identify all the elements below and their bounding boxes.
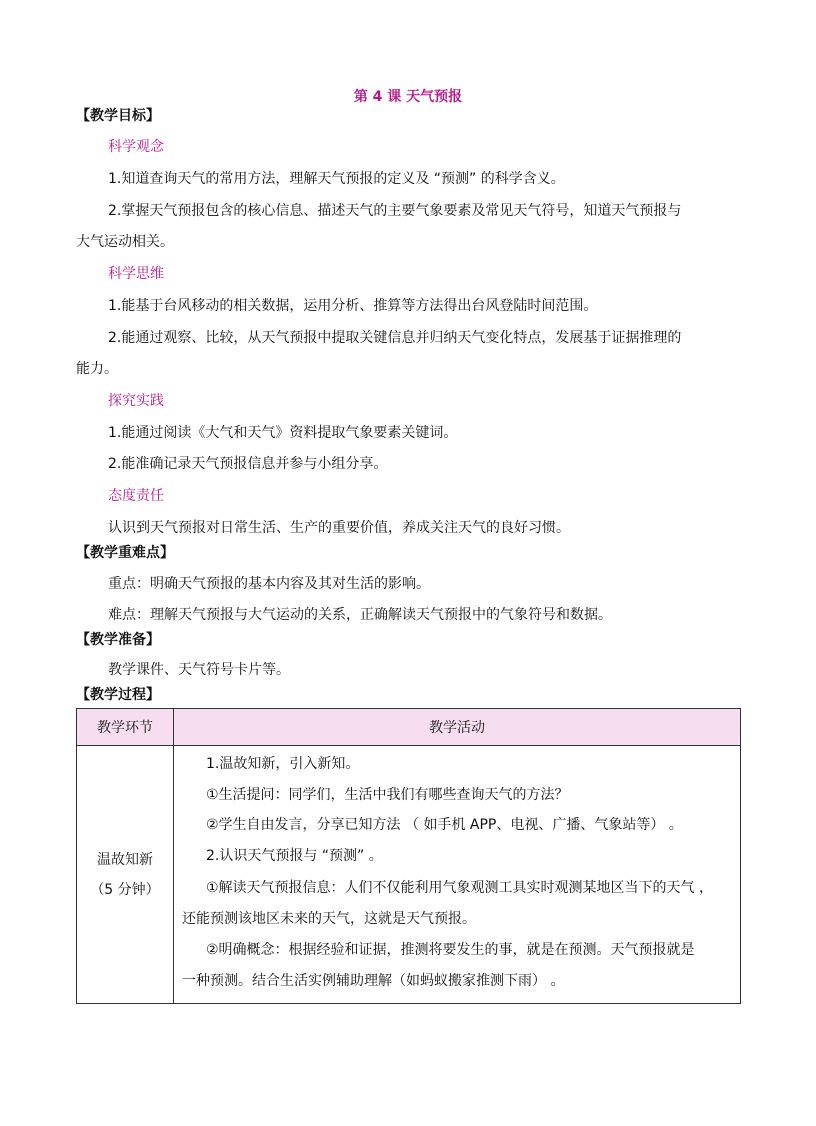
science-concept-label: 科学观念 bbox=[108, 139, 164, 155]
activity-line: 还能预测该地区未来的天气，这就是天气预报。 bbox=[182, 911, 476, 927]
activity-cell bbox=[174, 746, 741, 1004]
activity-line: ①解读天气预报信息：人们不仅能利用气象观测工具实时观测某地区当下的天气 ， bbox=[206, 880, 713, 896]
stage-duration: （5 分钟） bbox=[90, 881, 160, 898]
science-thinking-label: 科学思维 bbox=[108, 266, 164, 282]
science-thinking-item-2-cont: 能力。 bbox=[76, 361, 118, 377]
key-points-heading: 【教学重难点】 bbox=[76, 545, 174, 561]
table-header-row bbox=[77, 709, 741, 746]
objectives-heading: 【教学目标】 bbox=[76, 108, 160, 124]
science-concept-item-2-cont: 大气运动相关。 bbox=[76, 234, 174, 250]
lesson-title: 第 4 课 天气预报 bbox=[353, 89, 463, 105]
stage-name: 温故知新 bbox=[97, 851, 153, 868]
inquiry-practice-item-1: 1.能通过阅读《大气和天气》资料提取气象要素关键词。 bbox=[108, 425, 458, 441]
activity-line: 1.温故知新，引入新知。 bbox=[206, 756, 360, 772]
activity-line: ②学生自由发言，分享已知方法 （ 如手机 APP、电视、广播、气象站等） 。 bbox=[206, 817, 683, 833]
stage-cell bbox=[77, 746, 174, 1004]
activity-line: 一种预测。结合生活实例辅助理解（如蚂蚁搬家推测下雨） 。 bbox=[182, 973, 565, 989]
inquiry-practice-item-2: 2.能准确记录天气预报信息并参与小组分享。 bbox=[108, 456, 388, 472]
attitude-label: 态度责任 bbox=[108, 488, 164, 504]
process-table bbox=[76, 708, 741, 1004]
attitude-item-1: 认识到天气预报对日常生活、生产的重要价值，养成关注天气的良好习惯。 bbox=[108, 520, 570, 536]
col-header-activity: 教学活动 bbox=[174, 709, 741, 746]
activity-line: ①生活提问：同学们，生活中我们有哪些查询天气的方法？ bbox=[206, 787, 569, 803]
science-thinking-item-2: 2.能通过观察、比较，从天气预报中提取关键信息并归纳天气变化特点，发展基于证据推理的 bbox=[108, 330, 682, 346]
science-concept-item-2: 2.掌握天气预报包含的核心信息、描述天气的主要气象要素及常见天气符号，知道天气预报与 bbox=[108, 203, 682, 219]
preparation-heading: 【教学准备】 bbox=[76, 632, 160, 648]
activity-line: ②明确概念：根据经验和证据，推测将要发生的事，就是在预测。天气预报就是 bbox=[206, 942, 695, 958]
inquiry-practice-label: 探究实践 bbox=[108, 393, 164, 409]
process-heading: 【教学过程】 bbox=[76, 687, 160, 703]
preparation-text: 教学课件、天气符号卡片等。 bbox=[108, 662, 290, 678]
science-thinking-item-1: 1.能基于台风移动的相关数据，运用分析、推算等方法得出台风登陆时间范围。 bbox=[108, 298, 598, 314]
activity-line: 2.认识天气预报与 “预测” 。 bbox=[206, 848, 383, 864]
table-row bbox=[77, 746, 741, 1004]
key-point-difficulty: 难点：理解天气预报与大气运动的关系，正确解读天气预报中的气象符号和数据。 bbox=[108, 607, 612, 623]
key-point-focus: 重点：明确天气预报的基本内容及其对生活的影响。 bbox=[108, 576, 430, 592]
science-concept-item-1: 1.知道查询天气的常用方法，理解天气预报的定义及 “预测” 的科学含义。 bbox=[108, 171, 565, 187]
col-header-stage: 教学环节 bbox=[77, 709, 174, 746]
